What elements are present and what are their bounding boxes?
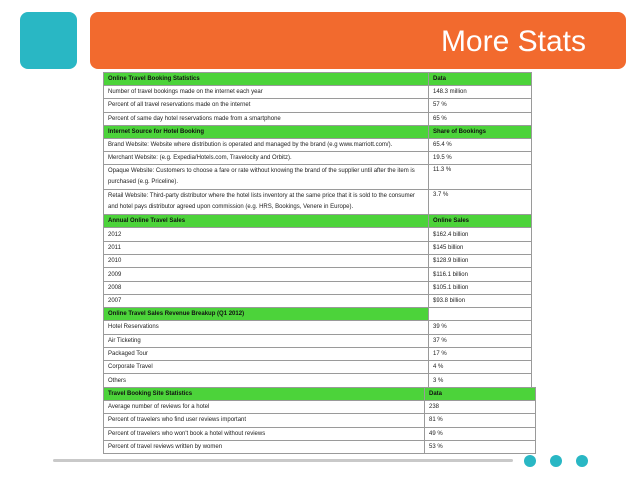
section-header-label: Annual Online Travel Sales bbox=[104, 215, 429, 228]
row-value: 81 % bbox=[425, 414, 536, 427]
row-value: 37 % bbox=[429, 334, 532, 347]
table-row bbox=[104, 361, 532, 374]
row-value: $93.8 billion bbox=[429, 294, 532, 307]
row-value: 11.3 % bbox=[429, 165, 532, 190]
table-row bbox=[104, 347, 532, 360]
row-value: $128.9 billion bbox=[429, 255, 532, 268]
footer-divider bbox=[53, 459, 513, 462]
section-header-row bbox=[104, 125, 532, 138]
row-value: $145 billion bbox=[429, 241, 532, 254]
row-value: 39 % bbox=[429, 321, 532, 334]
table-row bbox=[104, 294, 532, 307]
row-label: Opaque Website: Customers to choose a fare or rate without knowing the brand of the supplier until after the item is purchased (e.g. Priceline). bbox=[104, 165, 429, 190]
table-row bbox=[104, 228, 532, 241]
section-header-row bbox=[104, 215, 532, 228]
table-row bbox=[104, 440, 536, 453]
section-header-value: Share of Bookings bbox=[429, 125, 532, 138]
row-value: 57 % bbox=[429, 99, 532, 112]
row-label: Number of travel bookings made on the internet each year bbox=[104, 86, 429, 99]
table-row bbox=[104, 334, 532, 347]
row-label: 2009 bbox=[104, 268, 429, 281]
table-row bbox=[104, 241, 532, 254]
row-label: Percent of same day hotel reservations made from a smartphone bbox=[104, 112, 429, 125]
row-value: $116.1 billion bbox=[429, 268, 532, 281]
row-value: $105.1 billion bbox=[429, 281, 532, 294]
table-row bbox=[104, 414, 536, 427]
section-header-value bbox=[429, 308, 532, 321]
row-value: 19.5 % bbox=[429, 152, 532, 165]
table-row bbox=[104, 374, 532, 387]
row-label: Percent of travelers who won't book a hotel without reviews bbox=[104, 427, 425, 440]
table-row bbox=[104, 138, 532, 151]
row-label: Percent of travel reviews written by women bbox=[104, 440, 425, 453]
table-row bbox=[104, 281, 532, 294]
row-value: 65.4 % bbox=[429, 138, 532, 151]
row-value: 3 % bbox=[429, 374, 532, 387]
row-value: 65 % bbox=[429, 112, 532, 125]
row-value: 238 bbox=[425, 401, 536, 414]
footer-dot-1 bbox=[524, 455, 536, 467]
footer-dot-3 bbox=[576, 455, 588, 467]
section-header-row bbox=[104, 308, 532, 321]
title-banner bbox=[90, 12, 626, 69]
row-value: 148.3 million bbox=[429, 86, 532, 99]
row-label: Air Ticketing bbox=[104, 334, 429, 347]
row-label: Others bbox=[104, 374, 429, 387]
section-header-value: Online Sales bbox=[429, 215, 532, 228]
stats-table bbox=[103, 72, 532, 388]
section-header-value: Data bbox=[425, 388, 536, 401]
table-row bbox=[104, 86, 532, 99]
row-value: 17 % bbox=[429, 347, 532, 360]
section-header-label: Travel Booking Site Statistics bbox=[104, 388, 425, 401]
row-label: Average number of reviews for a hotel bbox=[104, 401, 425, 414]
table-row bbox=[104, 268, 532, 281]
row-value: 4 % bbox=[429, 361, 532, 374]
section-header-row bbox=[104, 73, 532, 86]
section-header-row bbox=[104, 388, 536, 401]
section-header-label: Internet Source for Hotel Booking bbox=[104, 125, 429, 138]
table-row bbox=[104, 152, 532, 165]
footer-dot-2 bbox=[550, 455, 562, 467]
row-label: 2007 bbox=[104, 294, 429, 307]
table-row bbox=[104, 401, 536, 414]
section-header-label: Online Travel Sales Revenue Breakup (Q1 2012) bbox=[104, 308, 429, 321]
row-value: 49 % bbox=[425, 427, 536, 440]
row-value: 3.7 % bbox=[429, 190, 532, 215]
row-value: $162.4 billion bbox=[429, 228, 532, 241]
row-label: Percent of all travel reservations made on the internet bbox=[104, 99, 429, 112]
row-label: Corporate Travel bbox=[104, 361, 429, 374]
table-row bbox=[104, 99, 532, 112]
row-label: Hotel Reservations bbox=[104, 321, 429, 334]
row-label: 2010 bbox=[104, 255, 429, 268]
row-label: 2008 bbox=[104, 281, 429, 294]
row-label: Retail Website: Third-party distributor where the hotel lists inventory at the same price that it is sold to the consumer and hotel pays distributor agreed upon commission (e.g. HRS, Bookings, Venere in Europe). bbox=[104, 190, 429, 215]
row-value: 53 % bbox=[425, 440, 536, 453]
row-label: Merchant Website: (e.g. Expedia/Hotels.com, Travelocity and Orbitz). bbox=[104, 152, 429, 165]
row-label: Brand Website: Website where distribution is operated and managed by the brand (e.g www.marriott.com/). bbox=[104, 138, 429, 151]
teal-accent-square bbox=[20, 12, 77, 69]
row-label: 2012 bbox=[104, 228, 429, 241]
row-label: Packaged Tour bbox=[104, 347, 429, 360]
table-row bbox=[104, 427, 536, 440]
table-row bbox=[104, 255, 532, 268]
slide-title: More Stats bbox=[440, 25, 586, 58]
review-stats-table bbox=[103, 387, 536, 454]
table-row bbox=[104, 190, 532, 215]
section-header-value: Data bbox=[429, 73, 532, 86]
row-label: Percent of travelers who find user reviews important bbox=[104, 414, 425, 427]
section-header-label: Online Travel Booking Statistics bbox=[104, 73, 429, 86]
table-row bbox=[104, 112, 532, 125]
table-row bbox=[104, 321, 532, 334]
table-row bbox=[104, 165, 532, 190]
row-label: 2011 bbox=[104, 241, 429, 254]
